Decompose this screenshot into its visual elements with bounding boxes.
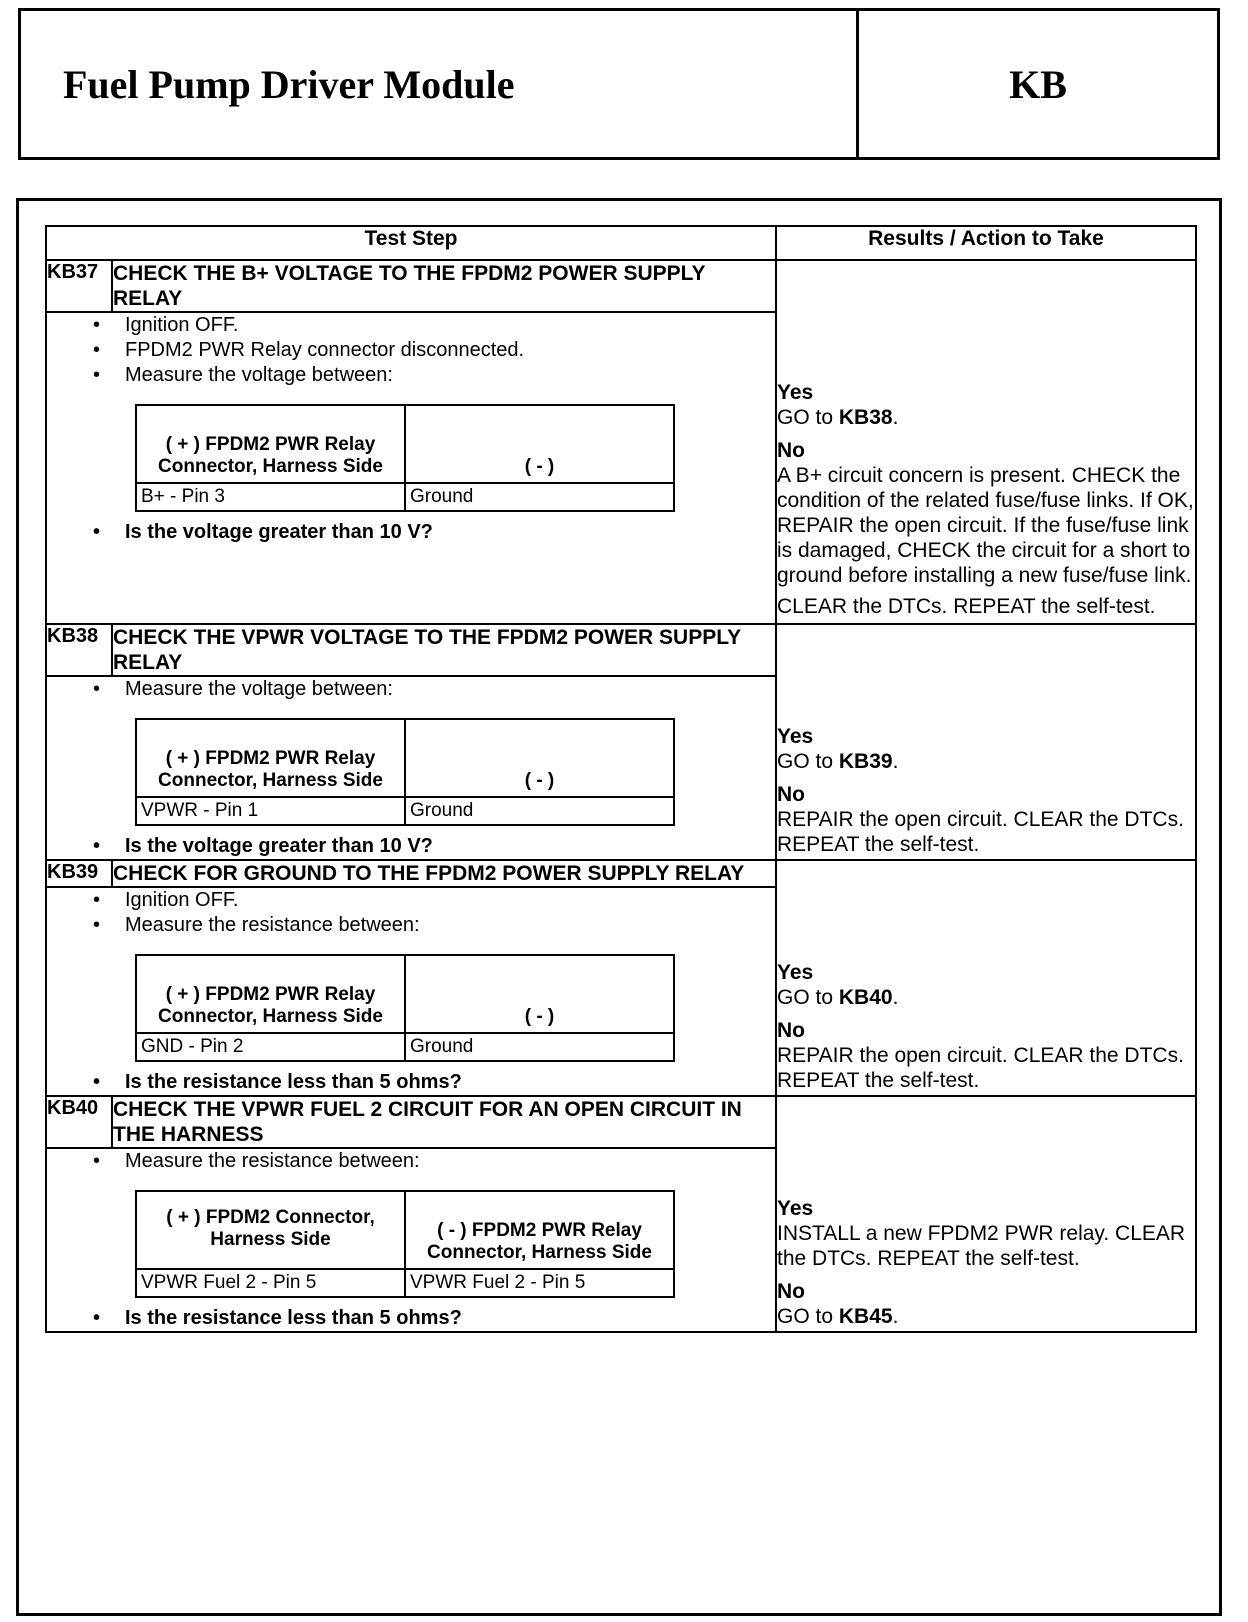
step-title: CHECK THE VPWR VOLTAGE TO THE FPDM2 POWER SUPPLY RELAY [112, 624, 776, 676]
yes-action: GO to KB39. [777, 750, 899, 773]
step-body [46, 887, 776, 1096]
no-label: No [777, 439, 805, 462]
question: • Is the voltage greater than 10 V? [125, 834, 775, 859]
no-label: No [777, 1280, 805, 1303]
step-id: KB39 [46, 860, 112, 887]
goto-link[interactable]: KB40 [838, 986, 893, 1009]
yes-label: Yes [777, 725, 814, 748]
measurement-table [135, 404, 675, 512]
question: • Is the resistance less than 5 ohms? [125, 1306, 775, 1331]
pos-value: GND - Pin 2 [136, 1033, 405, 1061]
yes-label: Yes [777, 961, 814, 984]
yes-action: GO to KB40. [777, 986, 899, 1009]
pos-header: ( + ) FPDM2 Connector, Harness Side [136, 1191, 405, 1269]
step-body [46, 312, 776, 624]
pos-header: ( + ) FPDM2 PWR Relay Connector, Harness Side [136, 405, 405, 483]
pos-header: ( + ) FPDM2 PWR Relay Connector, Harness Side [136, 955, 405, 1033]
step-title: CHECK THE B+ VOLTAGE TO THE FPDM2 POWER SUPPLY RELAY [112, 260, 776, 312]
step-results [776, 1096, 1196, 1332]
step-title: CHECK FOR GROUND TO THE FPDM2 POWER SUPPLY RELAY [112, 860, 776, 887]
goto-link[interactable]: KB38 [838, 406, 893, 429]
page-title: Fuel Pump Driver Module [21, 11, 859, 157]
no-action: REPAIR the open circuit. CLEAR the DTCs. REPEAT the self-test. [777, 1044, 1184, 1092]
question: • Is the resistance less than 5 ohms? [125, 1070, 775, 1095]
bullet: • Ignition OFF. [125, 313, 775, 338]
col-header-test-step: Test Step [46, 226, 776, 260]
neg-header: ( - ) [405, 955, 674, 1033]
step-title-row [46, 260, 1196, 312]
measurement-table [135, 954, 675, 1062]
step-results [776, 860, 1196, 1096]
page-header [18, 8, 1220, 160]
no-label: No [777, 1019, 805, 1042]
step-title: CHECK THE VPWR FUEL 2 CIRCUIT FOR AN OPEN CIRCUIT IN THE HARNESS [112, 1096, 776, 1148]
bullet: • Measure the voltage between: [125, 363, 775, 388]
neg-header: ( - ) FPDM2 PWR Relay Connector, Harness Side [405, 1191, 674, 1269]
no-action: REPAIR the open circuit. CLEAR the DTCs. REPEAT the self-test. [777, 808, 1184, 856]
step-id: KB40 [46, 1096, 112, 1148]
goto-link[interactable]: KB39 [838, 750, 893, 773]
step-body [46, 1148, 776, 1332]
neg-value: VPWR Fuel 2 - Pin 5 [405, 1269, 674, 1297]
yes-label: Yes [777, 1197, 814, 1220]
bullet: • FPDM2 PWR Relay connector disconnected. [125, 338, 775, 363]
yes-label: Yes [777, 381, 814, 404]
neg-value: Ground [405, 797, 674, 825]
step-id: KB37 [46, 260, 112, 312]
bullet: • Ignition OFF. [125, 888, 775, 913]
no-label: No [777, 783, 805, 806]
measurement-table [135, 718, 675, 826]
table-header-row [46, 226, 1196, 260]
pos-header: ( + ) FPDM2 PWR Relay Connector, Harness Side [136, 719, 405, 797]
no-action: A B+ circuit concern is present. CHECK the condition of the related fuse/fuse links. If OK, REPAIR the open circuit. If the fuse/fuse link is damaged, CHECK the circuit for a short to ground before installing a new fuse/fuse link. [777, 464, 1194, 587]
section-code: KB [1009, 61, 1067, 107]
question: • Is the voltage greater than 10 V? [125, 520, 775, 545]
step-body [46, 676, 776, 860]
content-frame [16, 198, 1222, 1616]
step-title-row [46, 860, 1196, 887]
step-id: KB38 [46, 624, 112, 676]
bullet: • Measure the resistance between: [125, 1149, 775, 1174]
pos-value: VPWR Fuel 2 - Pin 5 [136, 1269, 405, 1297]
neg-header: ( - ) [405, 405, 674, 483]
goto-link[interactable]: KB45 [838, 1305, 893, 1328]
diagnostic-table [45, 225, 1197, 1333]
bullet: • Measure the resistance between: [125, 913, 775, 938]
neg-header: ( - ) [405, 719, 674, 797]
neg-value: Ground [405, 483, 674, 511]
neg-value: Ground [405, 1033, 674, 1061]
yes-action: INSTALL a new FPDM2 PWR relay. CLEAR the DTCs. REPEAT the self-test. [777, 1222, 1186, 1270]
yes-action: GO to KB38. [777, 406, 899, 429]
bullet: • Measure the voltage between: [125, 677, 775, 702]
col-header-results: Results / Action to Take [776, 226, 1196, 260]
step-title-row [46, 624, 1196, 676]
pos-value: VPWR - Pin 1 [136, 797, 405, 825]
no-action: GO to KB45. [777, 1305, 899, 1328]
step-results [776, 624, 1196, 860]
measurement-table [135, 1190, 675, 1298]
step-results [776, 260, 1196, 624]
step-title-row [46, 1096, 1196, 1148]
no-action-2: CLEAR the DTCs. REPEAT the self-test. [777, 595, 1156, 618]
pos-value: B+ - Pin 3 [136, 483, 405, 511]
